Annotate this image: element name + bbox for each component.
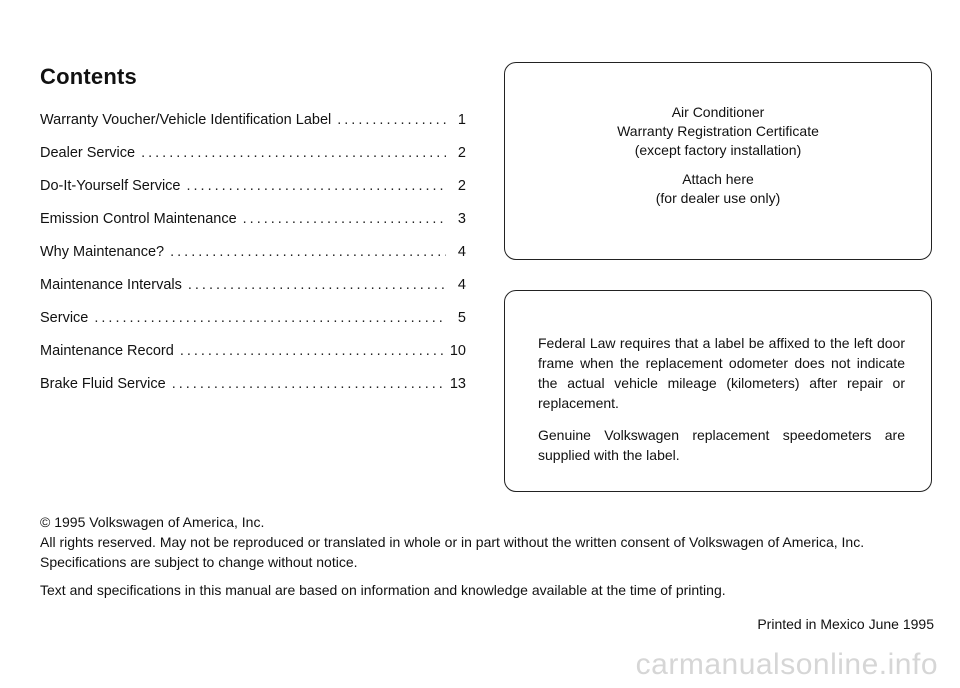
toc-entry [40, 178, 466, 211]
table-of-contents [40, 112, 466, 409]
toc-dot-leader [188, 277, 446, 293]
toc-entry-label: Brake Fluid Service [40, 376, 166, 392]
law-paragraph: Federal Law requires that a label be affixed to the left door frame when the replacement odometer does not indicate the actual vehicle mileage (kilometers) after repair or replacement. [538, 335, 905, 411]
toc-entry [40, 310, 466, 343]
rights-line: All rights reserved. May not be reproduced or translated in whole or in part without the written consent of Volkswagen of America, Inc. [40, 534, 865, 550]
toc-entry-label: Maintenance Intervals [40, 277, 182, 293]
toc-entry [40, 112, 466, 145]
odometer-law-text [538, 333, 905, 477]
printed-info: Printed in Mexico June 1995 [757, 616, 934, 632]
copyright-block [40, 512, 940, 572]
copyright-line: © 1995 Volkswagen of America, Inc. [40, 514, 265, 530]
toc-entry-label: Maintenance Record [40, 343, 174, 359]
toc-dot-leader [337, 112, 446, 128]
toc-entry-page: 13 [449, 376, 466, 392]
toc-entry-label: Dealer Service [40, 145, 136, 161]
ac-title: Air Conditioner [671, 104, 765, 120]
toc-entry-page: 2 [457, 178, 466, 194]
site-watermark: carmanualsonline.info [635, 648, 938, 681]
toc-entry [40, 145, 466, 178]
ac-certificate-text [505, 103, 931, 208]
toc-dot-leader [94, 310, 446, 326]
toc-dot-leader [141, 145, 446, 161]
toc-entry-label: Why Maintenance? [40, 244, 165, 260]
toc-entry [40, 343, 466, 376]
toc-entry-page: 5 [457, 310, 466, 326]
toc-entry [40, 244, 466, 277]
toc-entry [40, 376, 466, 409]
text-specs-notice: Text and specifications in this manual are based on information and knowledge available at the time of printing. [40, 582, 726, 598]
toc-entry-page: 2 [457, 145, 466, 161]
ac-subtitle: Warranty Registration Certificate [617, 123, 819, 139]
ac-attach-here: Attach here [682, 171, 754, 187]
ac-spacer [505, 160, 931, 170]
toc-entry-label: Emission Control Maintenance [40, 211, 237, 227]
toc-dot-leader [187, 178, 447, 194]
specs-notice: Specifications are subject to change without notice. [40, 554, 358, 570]
toc-entry-page: 4 [457, 244, 466, 260]
toc-entry-page: 10 [449, 343, 466, 359]
toc-entry-page: 4 [457, 277, 466, 293]
toc-entry-label: Service [40, 310, 89, 326]
toc-entry-label: Warranty Voucher/Vehicle Identification Label [40, 112, 332, 128]
ac-note: (except factory installation) [634, 142, 802, 158]
toc-dot-leader [170, 244, 446, 260]
toc-entry [40, 211, 466, 244]
ac-dealer-use: (for dealer use only) [655, 190, 781, 206]
ac-certificate-box [504, 62, 932, 260]
toc-dot-leader [172, 376, 444, 392]
contents-title: Contents [40, 64, 137, 89]
speedometer-paragraph: Genuine Volkswagen replacement speedometers are supplied with the label. [538, 427, 905, 463]
toc-entry-page: 1 [457, 112, 466, 128]
toc-entry [40, 277, 466, 310]
toc-entry-page: 3 [457, 211, 466, 227]
odometer-law-box [504, 290, 932, 492]
toc-entry-label: Do-It-Yourself Service [40, 178, 181, 194]
toc-dot-leader [243, 211, 446, 227]
toc-dot-leader [180, 343, 444, 359]
